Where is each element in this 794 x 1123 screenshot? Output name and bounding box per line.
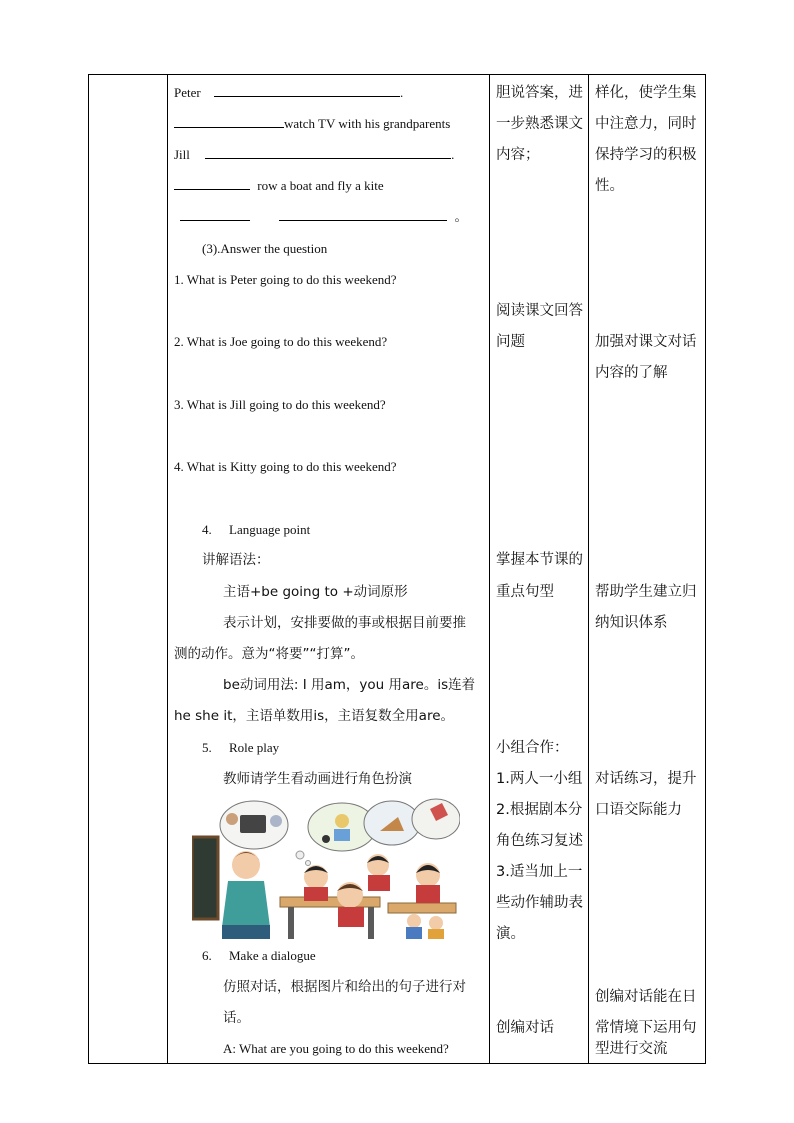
grammar-formula: 主语+be going to +动词原形 xyxy=(223,584,408,600)
intent-text: 加强对课文对话 xyxy=(595,334,697,350)
intent-text: 对话练习，提升 xyxy=(595,771,697,787)
question-2: 2. What is Joe going to do this weekend? xyxy=(174,334,388,349)
activity-text: 阅读课文回答 xyxy=(496,303,583,319)
period: . xyxy=(399,85,404,100)
answer-blank xyxy=(174,177,250,190)
section-make-dialogue xyxy=(202,946,316,966)
intent-text: 常情境下运用句 xyxy=(595,1020,697,1036)
intent-text: 纳知识体系 xyxy=(595,615,668,631)
section-language-point xyxy=(202,520,310,540)
fill-line-joe xyxy=(174,114,450,134)
content-column xyxy=(168,75,489,1063)
section-title: Make a dialogue xyxy=(229,948,316,963)
activity-text: 演。 xyxy=(496,926,525,942)
section-title: Language point xyxy=(229,522,311,537)
fill-line-kitty xyxy=(180,207,468,227)
activity-text: 问题 xyxy=(496,334,525,350)
lesson-plan-table xyxy=(88,74,706,1064)
activity-text: 1.两人一小组 xyxy=(496,771,583,787)
intent-text: 中注意力，同时 xyxy=(595,116,697,132)
section-number: 5. xyxy=(202,740,212,755)
answer-blank xyxy=(180,208,250,221)
section-title: Role play xyxy=(229,740,280,755)
period: 。 xyxy=(454,209,468,225)
be-usage: he she it，主语单数用is，主语复数全用are。 xyxy=(174,708,454,724)
answer-blank xyxy=(174,115,284,128)
section-number: 4. xyxy=(202,522,212,537)
design-intent-column xyxy=(589,75,705,1063)
intent-text: 口语交际能力 xyxy=(595,802,682,818)
intent-text: 样化，使学生集 xyxy=(595,85,697,101)
dialogue-example: A: What are you going to do this weekend? xyxy=(223,1041,449,1056)
dialogue-description: 仿照对话，根据图片和给出的句子进行对 xyxy=(223,979,466,995)
activity-text: 2.根据剧本分 xyxy=(496,802,583,818)
stage-column xyxy=(89,75,167,1063)
be-usage: be动词用法: I 用am，you 用are。is连着 xyxy=(223,677,476,693)
activity-text: 3.适当加上一 xyxy=(496,864,583,880)
answer-blank xyxy=(205,146,451,159)
row-boat-text: row a boat and fly a kite xyxy=(257,178,384,193)
activity-text: 掌握本节课的 xyxy=(496,552,583,568)
section-role-play xyxy=(202,738,279,758)
section-number: 6. xyxy=(202,948,212,963)
grammar-label: 讲解语法： xyxy=(202,552,270,568)
jill-label: Jill xyxy=(174,147,190,162)
intent-text: 帮助学生建立归 xyxy=(595,584,697,600)
activity-text: 些动作辅助表 xyxy=(496,895,583,911)
intent-text: 型进行交流 xyxy=(595,1041,668,1057)
activity-text: 内容； xyxy=(496,147,540,163)
dialogue-description: 话。 xyxy=(223,1010,250,1026)
intent-text: 内容的了解 xyxy=(595,365,668,381)
activity-text: 胆说答案，进 xyxy=(496,85,583,101)
role-play-description: 教师请学生看动画进行角色扮演 xyxy=(223,771,412,787)
activity-text: 一步熟悉课文 xyxy=(496,116,583,132)
student-activity-column xyxy=(490,75,588,1063)
activity-text: 角色练习复述 xyxy=(496,833,583,849)
activity-text: 小组合作： xyxy=(496,740,569,756)
activity-text: 创编对话 xyxy=(496,1020,554,1036)
grammar-meaning: 测的动作。意为“将要”“打算”。 xyxy=(174,646,364,662)
question-3: 3. What is Jill going to do this weekend? xyxy=(174,397,386,412)
classroom-illustration-svg xyxy=(192,797,460,942)
watch-tv-text: watch TV with his grandparents xyxy=(284,116,451,131)
fill-line-jill xyxy=(174,145,454,165)
intent-text: 保持学习的积极 xyxy=(595,147,697,163)
activity-text: 重点句型 xyxy=(496,584,554,600)
fill-line-boat xyxy=(174,176,384,196)
fill-line-peter xyxy=(174,83,403,103)
peter-label: Peter xyxy=(174,85,201,100)
period: . xyxy=(451,147,455,162)
intent-text: 创编对话能在日 xyxy=(595,989,697,1005)
answer-blank xyxy=(214,84,400,97)
answer-blank xyxy=(279,208,447,221)
intent-text: 性。 xyxy=(595,178,624,194)
question-1: 1. What is Peter going to do this weekend? xyxy=(174,272,397,287)
grammar-meaning: 表示计划，安排要做的事或根据目前要推 xyxy=(223,615,466,631)
question-4: 4. What is Kitty going to do this weekend? xyxy=(174,459,397,474)
answer-heading: (3).Answer the question xyxy=(202,241,328,256)
classroom-illustration xyxy=(192,797,460,942)
